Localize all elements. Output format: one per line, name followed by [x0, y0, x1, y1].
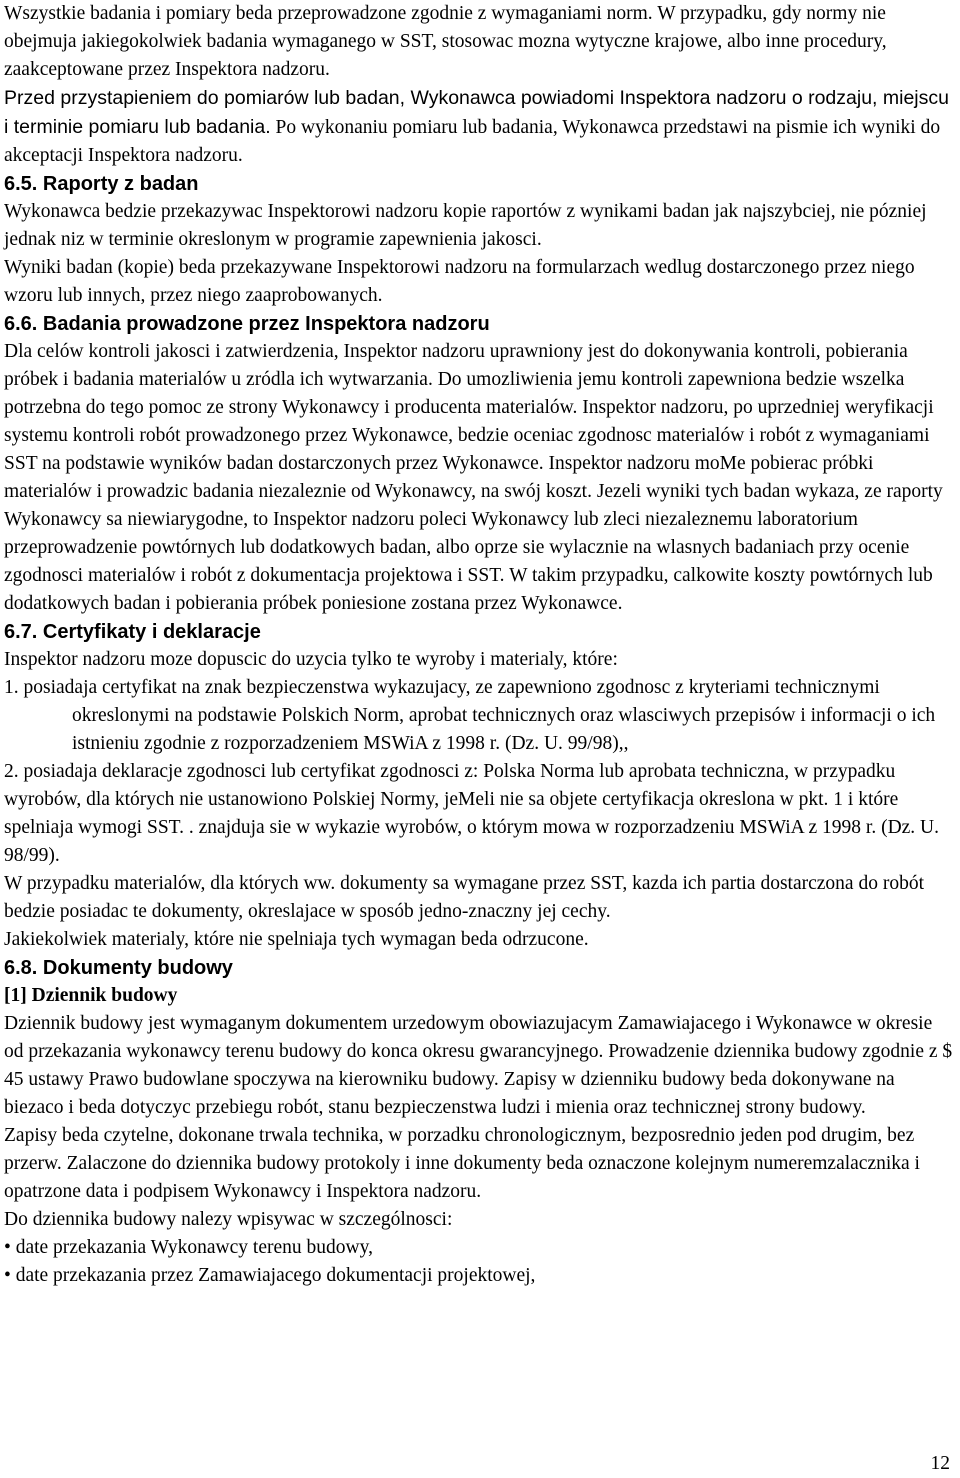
section-heading-6-8: 6.8. Dokumenty budowy — [4, 957, 233, 979]
list-item: 1. posiadaja certyfikat na znak bezpieczenstwa wykazujacy, ze zapewniono zgodnosc z kryteriami technicznymi okreslonymi na podstawie Polskich Norm, aprobat technicznych oraz wlasciwych przepisów i informacji o ich istnieniu zgodnie z rozporzadzeniem MSWiA z 1998 r. (Dz. U. 99/98),, — [4, 677, 936, 754]
section-6-5-paragraph: Wykonawca bedzie przekazywac Inspektorowi nadzoru kopie raportów z wynikami badan jak najszybciej, nie pózniej jednak niz w terminie okreslonym w programie zapewnienia jakosci. — [4, 201, 927, 250]
section-6-8-paragraph: Zapisy beda czytelne, dokonane trwala technika, w porzadku chronologicznym, bezposrednio jeden pod drugim, bez przerw. Zalaczone do dziennika budowy protokoly i inne dokumenty beda oznaczone kolejnym numeremzalacznika i opatrzone data i podpisem Wykonawcy i Inspektora nadzoru. — [4, 1125, 920, 1202]
results-text: Po wykonaniu pomiaru lub badania, Wykonawca przedstawi na pismie ich wyniki do akceptacji Inspektora nadzoru. — [4, 117, 941, 166]
section-6-6-paragraph: Dla celów kontroli jakosci i zatwierdzenia, Inspektor nadzoru uprawniony jest do dokonywania kontroli, pobierania próbek i badania materialów u zródla ich wytwarzania. Do umozliwienia jemu kontroli zapewniona bedzie wszelka potrzebna do tego pomoc ze strony Wykonawcy i producenta materialów. Inspektor nadzoru, po uprzedniej weryfikacji systemu kontroli robót prowadzonego przez Wykonawce, bedzie oceniac zgodnosc materialów i robót z wymaganiami SST na podstawie wyników badan dostarczonych przez Wykonawce. Inspektor nadzoru moMe pobierac próbki materialów i prowadzic badania niezaleznie od Wykonawcy, na swój koszt. Jezeli wyniki tych badan wykaza, ze raporty Wykonawcy sa niewiarygodne, to Inspektor nadzoru poleci Wykonawcy lub zleci niezaleznemu laboratorium przeprowadzenie powtórnych lub dodatkowych badan, albo oprze sie wylacznie na wlasnych badaniach przy ocenie zgodnosci materialów i robót z dokumentacja projektowa i SST. W takim przypadku, calkowite koszty powtórnych lub dodatkowych badan i pobierania próbek poniesione zostana przez Wykonawce. — [4, 341, 943, 614]
bullet-item: • date przekazania przez Zamawiajacego dokumentacji projektowej, — [4, 1265, 536, 1286]
bullet-item: • date przekazania Wykonawcy terenu budowy, — [4, 1237, 373, 1258]
section-heading-6-5: 6.5. Raporty z badan — [4, 173, 199, 195]
section-6-7-paragraph: Jakiekolwiek materialy, które nie spelniaja tych wymagan beda odrzucone. — [4, 929, 589, 950]
section-6-8-paragraph: Do dziennika budowy nalezy wpisywac w szczególnosci: — [4, 1209, 453, 1230]
page-number: 12 — [930, 1453, 950, 1474]
section-heading-6-7: 6.7. Certyfikaty i deklaracje — [4, 621, 261, 643]
section-6-5-paragraph: Wyniki badan (kopie) beda przekazywane Inspektorowi nadzoru na formularzach wedlug dostarczonego przez niego wzoru lub innych, przez niego zaaprobowanych. — [4, 257, 915, 306]
subheading-dziennik-budowy: [1] Dziennik budowy — [4, 985, 178, 1006]
section-6-8-paragraph: Dziennik budowy jest wymaganym dokumentem urzedowym obowiazujacym Zamawiajacego i Wykonawce w okresie od przekazania wykonawcy terenu budowy do konca okresu gwarancyjnego. Prowadzenie dziennika budowy zgodnie z $ 45 ustawy Prawo budowlane spoczywa na kierowniku budowy. Zapisy w dzienniku budowy beda dokonywane na biezaco i beda dotyczyc przebiegu robót, stanu bezpieczenstwa ludzi i mienia oraz technicznej strony budowy. — [4, 1013, 953, 1118]
intro-paragraph: Wszystkie badania i pomiary beda przeprowadzone zgodnie z wymaganiami norm. W przypadku, gdy normy nie obejmuja jakiegokolwiek badania wymaganego w SST, stosowac mozna wytyczne krajowe, albo inne procedury, zaakceptowane przez Inspektora nadzoru. — [4, 3, 887, 80]
notice-text: Przed przystapieniem do pomiarów lub badan, Wykonawca powiadomi Inspektora nadzoru o rodzaju, miejscu i terminie pomiaru lub badania. — [4, 87, 949, 138]
section-6-7-intro: Inspektor nadzoru moze dopuscic do uzycia tylko te wyroby i materialy, które: — [4, 649, 618, 670]
section-heading-6-6: 6.6. Badania prowadzone przez Inspektora nadzoru — [4, 313, 490, 335]
list-item: 2. posiadaja deklaracje zgodnosci lub certyfikat zgodnosci z: Polska Norma lub aprobata techniczna, w przypadku wyrobów, dla których nie ustanowiono Polskiej Normy, jeMeli nie sa objete certyfikacja okreslona w pkt. 1 i które spelniaja wymogi SST. . znajduja sie w wykazie wyrobów, o którym mowa w rozporzadzeniu MSWiA z 1998 r. (Dz. U. 98/99). — [4, 761, 940, 866]
section-6-7-paragraph: W przypadku materialów, dla których ww. dokumenty sa wymagane przez SST, kazda ich partia dostarczona do robót bedzie posiadac te dokumenty, okreslajace w sposób jedno-znaczny jej cechy. — [4, 873, 924, 922]
document-page — [4, 0, 954, 1290]
intro-paragraph-notice — [4, 84, 954, 170]
